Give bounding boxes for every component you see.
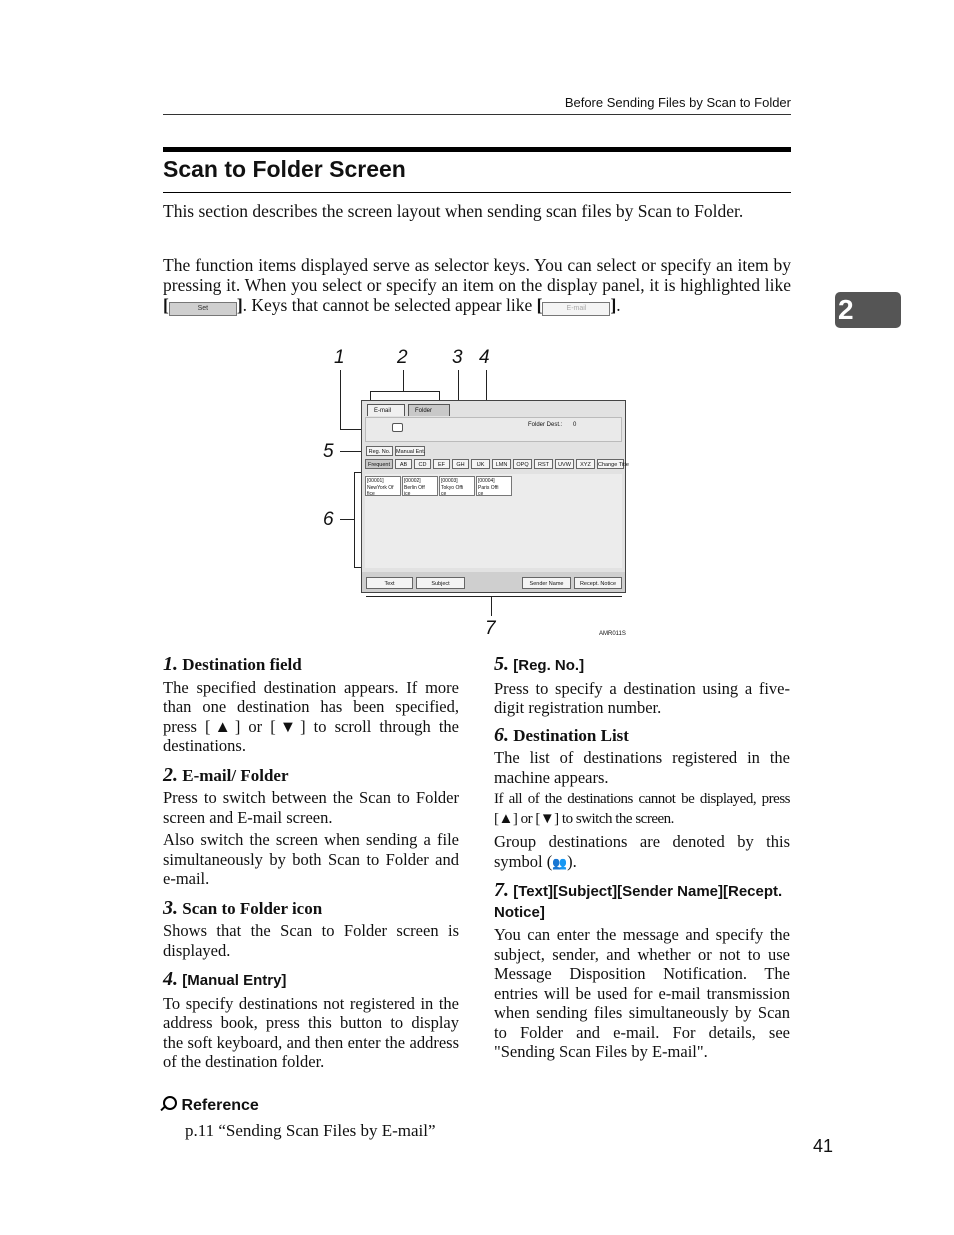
- reference-heading: [163, 1096, 259, 1115]
- destination-item[interactable]: [439, 476, 475, 496]
- subject-button[interactable]: Subject: [416, 577, 465, 589]
- right-column: [494, 655, 790, 1062]
- magnifier-icon: [163, 1096, 177, 1110]
- item-2-text-2: Also switch the screen when sending a file simultaneously by both Scan to Folder and e-mail.: [163, 830, 459, 888]
- page-title: Scan to Folder Screen: [163, 156, 406, 182]
- callout-6: 6: [323, 509, 334, 530]
- change-title-button[interactable]: Change Title: [597, 459, 624, 469]
- key-highlighted-example: Set: [169, 302, 237, 316]
- callout-4: 4: [479, 347, 490, 368]
- item-heading-6: [494, 723, 790, 746]
- group-symbol-text-end: ).: [567, 851, 577, 871]
- dest-name: Tokyo Offi: [441, 484, 464, 491]
- dest-code: [00003]: [441, 478, 458, 484]
- page-number: 41: [813, 1136, 834, 1156]
- index-tab-frequent[interactable]: Frequent: [365, 459, 393, 469]
- item-heading-3: [163, 896, 459, 919]
- reference-label: Reference: [181, 1097, 259, 1114]
- item-number: 6.: [494, 723, 509, 746]
- group-symbol-text: Group destinations are denoted by this symbol (: [494, 832, 790, 871]
- reg-no-button[interactable]: Reg. No.: [366, 446, 393, 456]
- item-3-text: Shows that the Scan to Folder screen is displayed.: [163, 921, 459, 960]
- running-head: Before Sending Files by Scan to Folder: [564, 95, 791, 110]
- para-text-end: .: [616, 295, 621, 315]
- item-6-text: The list of destinations registered in the machine appears.: [494, 748, 790, 787]
- item-1-text: The specified destination appears. If more than one destination has been specified, press [▲] or [▼] to scroll through the destinations.: [163, 677, 459, 755]
- item-5-text: Press to specify a destination using a five-digit registration number.: [494, 678, 790, 717]
- dest-name: NewYork Of: [367, 484, 394, 491]
- dest-name-cont: ce: [441, 491, 447, 497]
- callout-3: 3: [452, 347, 463, 368]
- index-tab[interactable]: XYZ: [576, 459, 595, 469]
- item-heading-7: [494, 881, 790, 922]
- folder-dest-count: 0: [573, 422, 577, 428]
- tab-folder[interactable]: Folder: [408, 404, 450, 416]
- destination-item[interactable]: [476, 476, 512, 496]
- item-number: 4.: [163, 968, 178, 990]
- item-number: 3.: [163, 896, 178, 919]
- item-heading-5: [494, 655, 790, 676]
- index-tab[interactable]: CD: [414, 459, 431, 469]
- dest-name-cont: fice: [367, 491, 375, 497]
- item-6-text-3: [494, 832, 790, 873]
- header-rule: [163, 114, 791, 115]
- item-title: E-mail/ Folder: [182, 765, 289, 785]
- leader-line-6: [340, 519, 354, 520]
- dest-code: [00004]: [478, 478, 495, 484]
- item-number: 7.: [494, 879, 509, 901]
- dest-code: [00002]: [404, 478, 421, 484]
- index-tab[interactable]: EF: [433, 459, 450, 469]
- index-tab[interactable]: GH: [452, 459, 469, 469]
- item-6-text-2: If all of the destinations cannot be displayed, press [▲] or [▼] to switch the screen.: [494, 791, 790, 827]
- leader-line-7h: [366, 596, 622, 597]
- title-bar: [163, 147, 791, 152]
- manual-entry-button[interactable]: Manual Ent.: [395, 446, 425, 456]
- leader-line-1: [340, 370, 341, 430]
- folder-icon: [392, 423, 403, 432]
- item-title: Destination List: [513, 725, 629, 745]
- chapter-tab: 2: [835, 292, 901, 328]
- selector-keys-paragraph: The function items displayed serve as selector keys. You can select or specify an item by pressing it. When you select or specify an item on the display panel, it is highlighted like [ Set ]. Keys that cannot be selected appear like [ E-mail ].: [163, 255, 791, 315]
- para-text-2: . Keys that cannot be selected appear like: [242, 295, 537, 315]
- sender-name-button[interactable]: Sender Name: [522, 577, 571, 589]
- index-tab[interactable]: IJK: [471, 459, 490, 469]
- index-tab[interactable]: OPQ: [513, 459, 532, 469]
- group-icon: 👥: [552, 855, 568, 870]
- reference-link[interactable]: p.11 “Sending Scan Files by E-mail”: [185, 1121, 436, 1140]
- item-4-text: To specify destinations not registered in the address book, press this button to display the soft keyboard, and then enter the address of the destination folder.: [163, 993, 459, 1071]
- left-column: [163, 655, 459, 1072]
- intro-paragraph: This section describes the screen layout when sending scan files by Scan to Folder.: [163, 201, 744, 221]
- item-number: 5.: [494, 653, 509, 675]
- key-disabled-example: E-mail: [542, 302, 610, 316]
- callout-5: 5: [323, 441, 334, 462]
- destination-field: [365, 417, 622, 442]
- leader-line-2: [403, 370, 404, 392]
- text-button[interactable]: Text: [366, 577, 413, 589]
- item-title: [Text][Subject][Sender Name][Recept. Notice]: [494, 883, 783, 921]
- callout-2: 2: [397, 347, 408, 368]
- destination-item[interactable]: [402, 476, 438, 496]
- item-heading-2: [163, 763, 459, 786]
- leader-line-7: [491, 597, 492, 616]
- item-title: Scan to Folder icon: [182, 898, 323, 918]
- leader-line-6v: [354, 472, 355, 568]
- item-7-text: You can enter the message and specify the subject, sender, and whether or not to use Message Disposition Notification. The entries will be used for e-mail transmission when sending files simultaneously by Scan to Folder and e-mail. For details, see "Sending Scan Files by E-mail".: [494, 925, 790, 1061]
- index-tab[interactable]: LMN: [492, 459, 511, 469]
- index-tab[interactable]: AB: [395, 459, 412, 469]
- dest-name: Berlin Off: [404, 484, 425, 491]
- index-tab[interactable]: RST: [534, 459, 553, 469]
- item-title: [Reg. No.]: [513, 657, 585, 674]
- title-rule: [163, 192, 791, 193]
- tab-email[interactable]: E-mail: [367, 404, 405, 416]
- item-heading-4: [163, 970, 459, 991]
- figure-code: AMR011S: [599, 631, 626, 637]
- folder-dest-label: Folder Dest.:: [528, 422, 563, 428]
- item-number: 2.: [163, 763, 178, 786]
- callout-1: 1: [334, 347, 345, 368]
- item-number: 1.: [163, 653, 178, 675]
- item-title: Destination field: [182, 655, 302, 674]
- callout-7: 7: [485, 618, 496, 639]
- item-title: [Manual Entry]: [182, 972, 287, 989]
- dest-name-cont: ce: [478, 491, 484, 497]
- dest-name-cont: ice: [404, 491, 411, 497]
- leader-line-2h: [370, 391, 440, 392]
- dest-name: Paris Offi: [478, 484, 499, 491]
- item-heading-1: [163, 655, 459, 675]
- destination-item[interactable]: [365, 476, 401, 496]
- para-text-1: The function items displayed serve as selector keys. You can select or specify an item by pressing it. When you select or specify an item on the display panel, it is highlighted like: [163, 255, 791, 295]
- item-2-text: Press to switch between the Scan to Folder screen and E-mail screen.: [163, 788, 459, 827]
- index-tab[interactable]: UVW: [555, 459, 574, 469]
- dest-code: [00001]: [367, 478, 384, 484]
- recept-notice-button[interactable]: Recept. Notice: [574, 577, 622, 589]
